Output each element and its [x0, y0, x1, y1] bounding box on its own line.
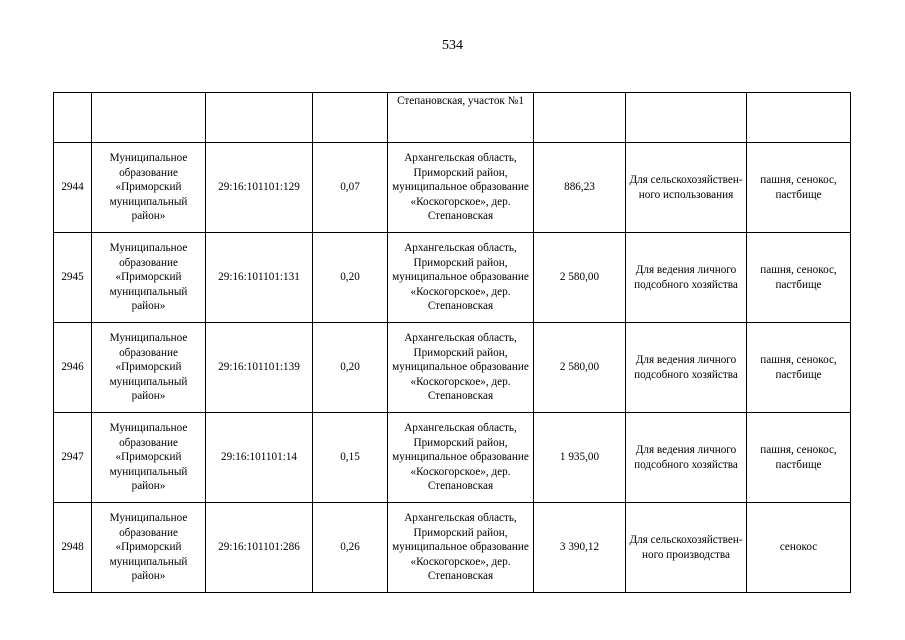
cell-owner: Муниципальное образование «Приморский муниципальный район» [92, 413, 206, 503]
cell-area: 0,26 [313, 503, 388, 593]
cell-owner: Муниципальное образование «Приморский муниципальный район» [92, 323, 206, 413]
cell-num [54, 93, 92, 143]
cell-cadastral [206, 93, 313, 143]
page-number: 534 [442, 38, 463, 53]
cell-area: 0,07 [313, 143, 388, 233]
cell-value: 886,23 [534, 143, 626, 233]
cell-land-use: пашня, сенокос, пастбище [747, 323, 851, 413]
cell-num: 2948 [54, 503, 92, 593]
cell-num: 2946 [54, 323, 92, 413]
cell-value: 1 935,00 [534, 413, 626, 503]
cell-value: 2 580,00 [534, 233, 626, 323]
cell-address: Архангельская область, Приморский район, муниципальное образование «Коскогорское», дер. Степановская [388, 233, 534, 323]
cell-area: 0,15 [313, 413, 388, 503]
cell-address: Архангельская область, Приморский район, муниципальное образование «Коскогорское», дер. Степановская [388, 143, 534, 233]
cell-address: Архангельская область, Приморский район, муниципальное образование «Коскогорское», дер. Степановская [388, 413, 534, 503]
cell-purpose: Для ведения личного подсобного хозяйства [626, 233, 747, 323]
cell-num: 2947 [54, 413, 92, 503]
cell-value [534, 93, 626, 143]
table-row-continuation [54, 93, 851, 143]
cell-owner: Муниципальное образование «Приморский муниципальный район» [92, 233, 206, 323]
cell-cadastral: 29:16:101101:286 [206, 503, 313, 593]
table-row [54, 233, 851, 323]
cell-address: Степановская, участок №1 [388, 93, 534, 143]
cell-land-use: сенокос [747, 503, 851, 593]
cell-purpose: Для ведения личного подсобного хозяйства [626, 413, 747, 503]
cell-land-use [747, 93, 851, 143]
table-row [54, 413, 851, 503]
cell-address: Архангельская область, Приморский район, муниципальное образование «Коскогорское», дер. Степановская [388, 503, 534, 593]
cell-area: 0,20 [313, 323, 388, 413]
cell-purpose: Для сельскохозяйствен-ного использования [626, 143, 747, 233]
land-registry-table [53, 92, 851, 593]
cell-value: 2 580,00 [534, 323, 626, 413]
cell-num: 2945 [54, 233, 92, 323]
cell-land-use: пашня, сенокос, пастбище [747, 413, 851, 503]
table-row [54, 143, 851, 233]
cell-cadastral: 29:16:101101:129 [206, 143, 313, 233]
cell-num: 2944 [54, 143, 92, 233]
cell-purpose [626, 93, 747, 143]
cell-value: 3 390,12 [534, 503, 626, 593]
cell-cadastral: 29:16:101101:14 [206, 413, 313, 503]
cell-cadastral: 29:16:101101:131 [206, 233, 313, 323]
cell-land-use: пашня, сенокос, пастбище [747, 143, 851, 233]
cell-address: Архангельская область, Приморский район, муниципальное образование «Коскогорское», дер. Степановская [388, 323, 534, 413]
cell-land-use: пашня, сенокос, пастбище [747, 233, 851, 323]
table-row [54, 503, 851, 593]
cell-area [313, 93, 388, 143]
table-row [54, 323, 851, 413]
cell-owner [92, 93, 206, 143]
cell-purpose: Для ведения личного подсобного хозяйства [626, 323, 747, 413]
cell-owner: Муниципальное образование «Приморский муниципальный район» [92, 143, 206, 233]
cell-area: 0,20 [313, 233, 388, 323]
cell-purpose: Для сельскохозяйствен-ного производства [626, 503, 747, 593]
cell-cadastral: 29:16:101101:139 [206, 323, 313, 413]
cell-owner: Муниципальное образование «Приморский муниципальный район» [92, 503, 206, 593]
